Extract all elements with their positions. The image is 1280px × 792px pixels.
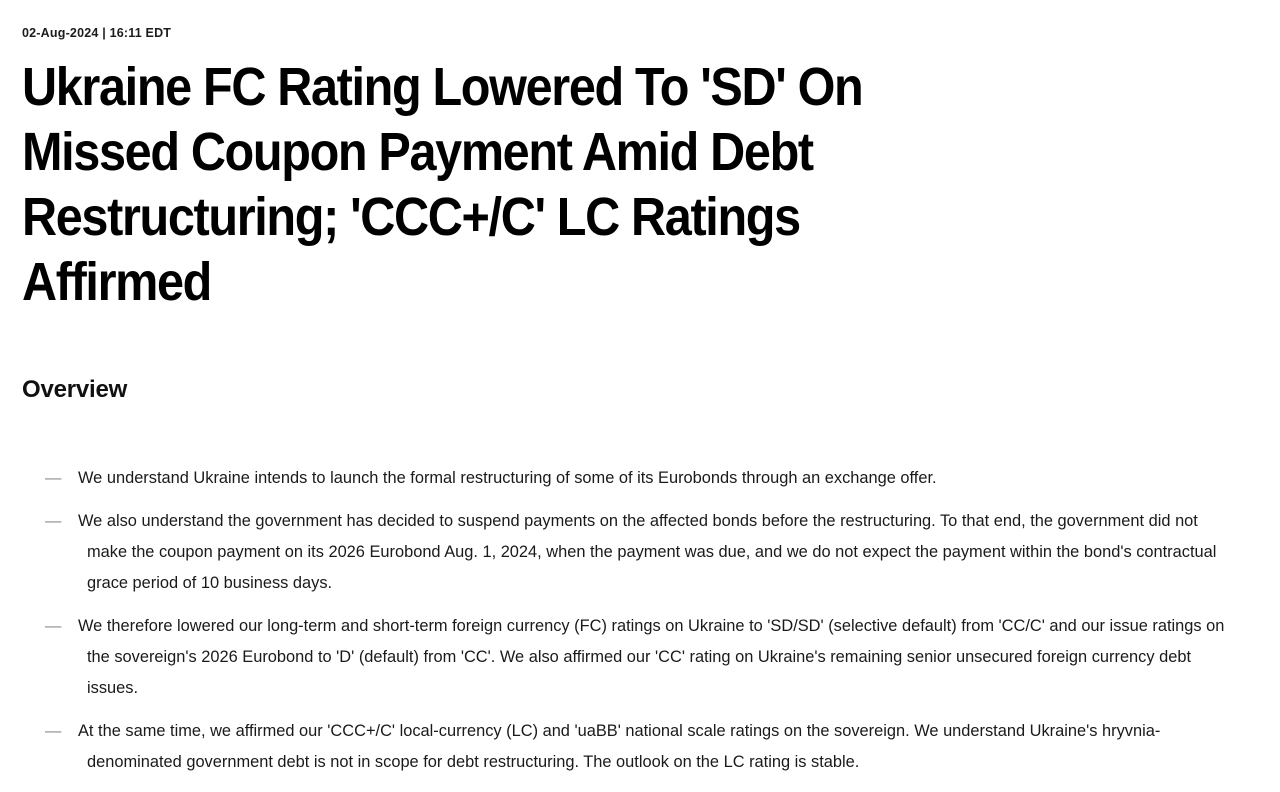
bullet-item (45, 611, 1230, 704)
dash-bullet-marker: — (45, 722, 62, 740)
bullet-item (45, 716, 1230, 778)
bullet-text: We also understand the government has decided to suspend payments on the affected bonds before the restructuring. To that end, the government did not make the coupon payment on its 2026 Eurobond Aug. 1, 2024, when the payment was due, and we do not expect the payment within the bond's contractual grace period of 10 business days. (78, 512, 1217, 592)
dash-bullet-marker: — (45, 617, 62, 635)
bullet-text: We therefore lowered our long-term and short-term foreign currency (FC) ratings on Ukraine to 'SD/SD' (selective default) from 'CC/C' and our issue ratings on the sovereign's 2026 Eurobond to 'D' (default) from 'CC'. We also affirmed our 'CC' rating on Ukraine's remaining senior unsecured foreign currency debt issues. (78, 617, 1225, 697)
article-title-line: Affirmed (22, 252, 212, 312)
dash-bullet-marker: — (45, 512, 62, 530)
bullet-item (45, 506, 1230, 599)
overview-bullet-list (22, 463, 1280, 778)
article-title (22, 55, 1012, 315)
bullet-text: At the same time, we affirmed our 'CCC+/C' local-currency (LC) and 'uaBB' national scale ratings on the sovereign. We understand Ukraine's hryvnia-denominated government debt is not in scope for debt restructuring. The outlook on the LC rating is stable. (78, 722, 1161, 771)
article-title-line: Restructuring; 'CCC+/C' LC Ratings (22, 187, 800, 247)
dash-bullet-marker: — (45, 469, 62, 487)
bullet-text: We understand Ukraine intends to launch the formal restructuring of some of its Eurobonds through an exchange offer. (78, 469, 937, 487)
section-heading-overview: Overview (22, 376, 128, 403)
bullet-item (45, 463, 1230, 494)
article-timestamp: 02-Aug-2024 | 16:11 EDT (22, 26, 172, 40)
article-title-line: Ukraine FC Rating Lowered To 'SD' On (22, 57, 863, 117)
article-title-line: Missed Coupon Payment Amid Debt (22, 122, 813, 182)
